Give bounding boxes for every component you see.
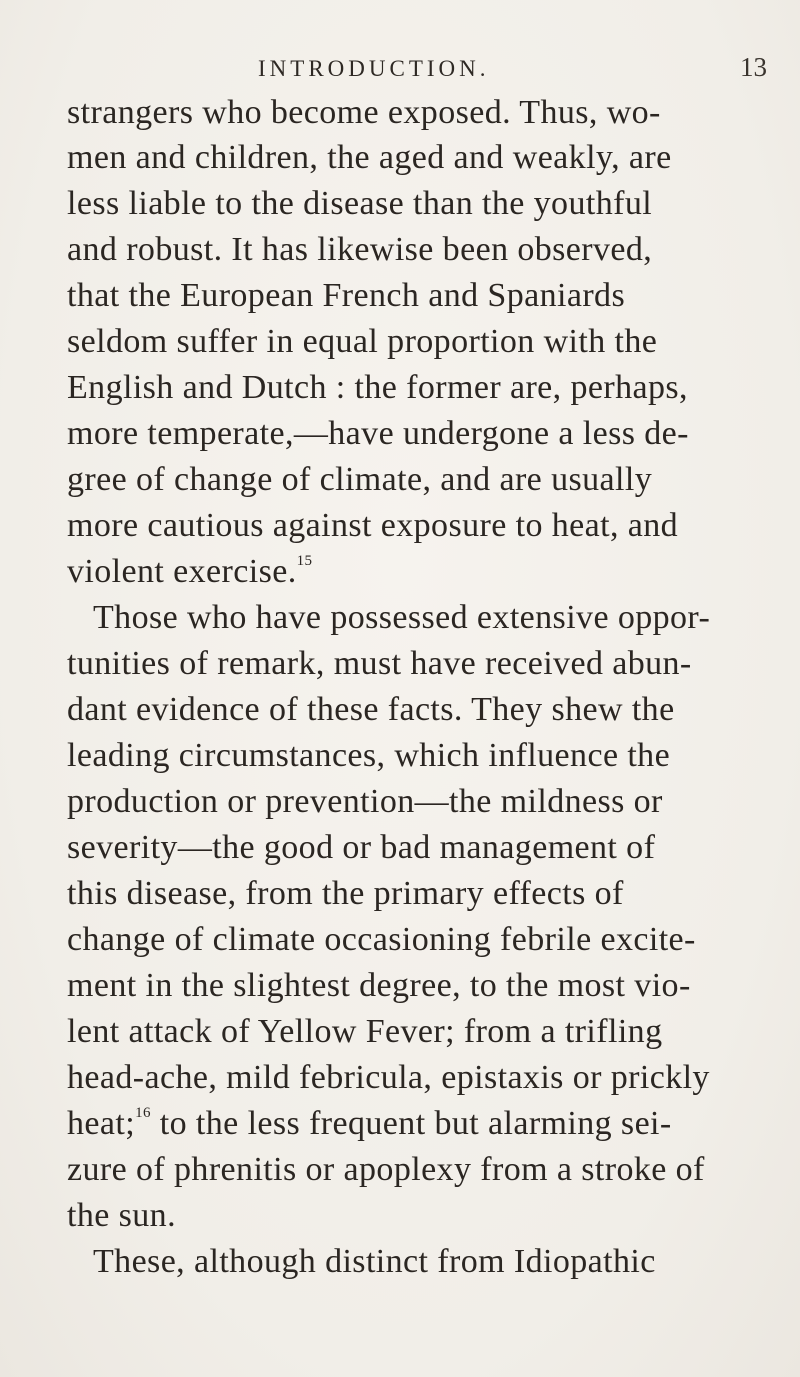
text-line: head-ache, mild febricula, epistaxis or prickly bbox=[67, 1059, 710, 1096]
text-segment: violent exercise. bbox=[67, 553, 297, 590]
text-segment: to the less frequent but alarming sei- bbox=[150, 1105, 672, 1142]
text-line-with-footnote bbox=[67, 1104, 672, 1144]
text-line: more temperate,—have undergone a less de- bbox=[67, 415, 689, 452]
footnote-mark: 16 bbox=[135, 1105, 151, 1121]
text-line: leading circumstances, which influence the bbox=[67, 737, 671, 774]
text-line: dant evidence of these facts. They shew the bbox=[67, 691, 675, 728]
text-line: severity—the good or bad management of bbox=[67, 829, 656, 866]
page-number: 13 bbox=[740, 52, 767, 82]
text-line: tunities of remark, must have received abun- bbox=[67, 645, 692, 682]
text-line: men and children, the aged and weakly, are bbox=[67, 139, 672, 176]
text-line: production or prevention—the mildness or bbox=[67, 783, 663, 820]
text-line: These, although distinct from Idiopathic bbox=[93, 1243, 656, 1280]
text-line: this disease, from the primary effects of bbox=[67, 875, 624, 912]
text-line: zure of phrenitis or apoplexy from a stroke of bbox=[67, 1151, 705, 1188]
text-line-with-footnote bbox=[67, 552, 312, 592]
text-line: change of climate occasioning febrile excite- bbox=[67, 921, 696, 958]
text-line: less liable to the disease than the youthful bbox=[67, 185, 653, 222]
footnote-mark: 15 bbox=[296, 553, 313, 569]
text-line: more cautious against exposure to heat, and bbox=[67, 507, 679, 544]
text-line: gree of change of climate, and are usually bbox=[67, 461, 653, 498]
text-line: seldom suffer in equal proportion with the bbox=[67, 323, 658, 360]
text-line: ment in the slightest degree, to the most vio- bbox=[67, 967, 691, 1004]
text-line: strangers who become exposed. Thus, wo- bbox=[67, 94, 661, 131]
text-segment: heat; bbox=[67, 1105, 136, 1142]
running-head-title: INTRODUCTION. bbox=[258, 56, 490, 81]
text-line: and robust. It has likewise been observed, bbox=[67, 231, 653, 268]
text-line: the sun. bbox=[67, 1197, 176, 1234]
text-line: English and Dutch : the former are, perhaps, bbox=[67, 369, 688, 406]
text-line: Those who have possessed extensive oppor- bbox=[93, 599, 711, 636]
text-line: that the European French and Spaniards bbox=[67, 277, 626, 314]
text-line: lent attack of Yellow Fever; from a trifling bbox=[67, 1013, 663, 1050]
